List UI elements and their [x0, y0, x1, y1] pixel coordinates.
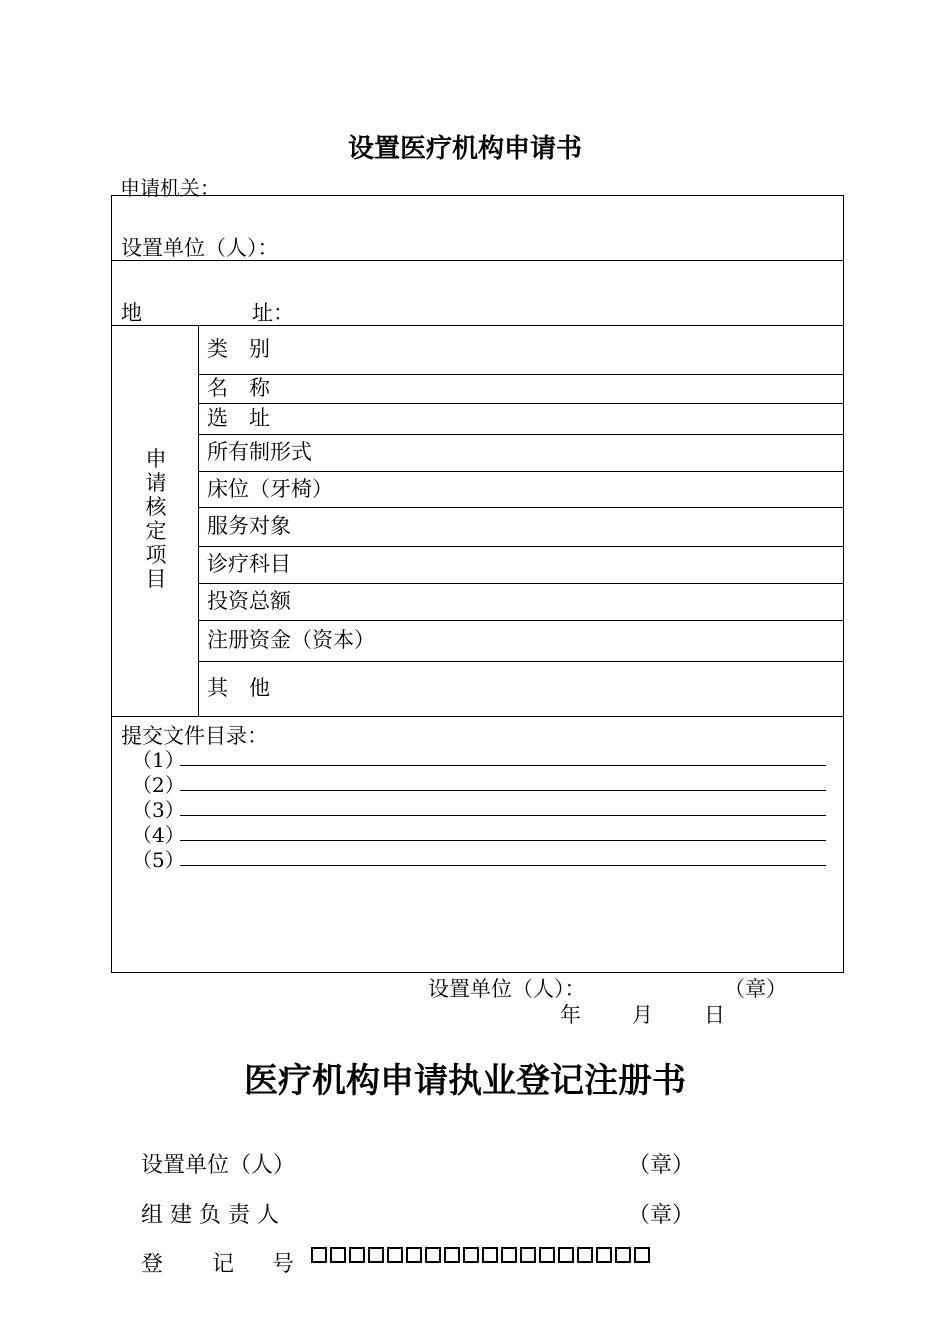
- file-entry-line: [180, 865, 826, 866]
- registration-number-box: [368, 1247, 384, 1263]
- row-divider: [112, 716, 843, 717]
- column-divider: [198, 325, 199, 716]
- registration-number-box: [463, 1247, 479, 1263]
- item-departments: 诊疗科目: [207, 552, 291, 576]
- row-divider: [112, 325, 843, 326]
- file-number: （3）: [132, 798, 185, 822]
- registration-number-box: [349, 1247, 365, 1263]
- item-divider: [198, 434, 843, 435]
- item-divider: [198, 546, 843, 547]
- signature-month: 月: [632, 1003, 653, 1027]
- file-number: （1）: [132, 748, 185, 772]
- registration-number-box: [444, 1247, 460, 1263]
- registration-number-label-1: 登: [141, 1252, 164, 1277]
- registration-number-box: [425, 1247, 441, 1263]
- registration-leader-seal: （章）: [628, 1203, 695, 1228]
- item-beds: 床位（牙椅）: [207, 477, 333, 501]
- signature-unit-label: 设置单位（人）：: [428, 977, 586, 1001]
- file-entry-line: [180, 840, 826, 841]
- row-divider: [112, 260, 843, 261]
- unit-label: 设置单位（人）：: [121, 236, 279, 260]
- file-number: （4）: [132, 823, 185, 847]
- file-entry-line: [180, 765, 826, 766]
- signature-year: 年: [560, 1003, 581, 1027]
- registration-number-box: [634, 1247, 650, 1263]
- item-divider: [198, 471, 843, 472]
- authority-label: 申请机关：: [120, 176, 220, 200]
- registration-number-boxes: [311, 1247, 650, 1263]
- signature-day: 日: [704, 1003, 725, 1027]
- file-number: （5）: [132, 848, 185, 872]
- item-registered-capital: 注册资金（资本）: [207, 628, 375, 652]
- registration-number-box: [520, 1247, 536, 1263]
- files-title: 提交文件目录：: [121, 724, 268, 748]
- registration-number-box: [387, 1247, 403, 1263]
- file-number: （2）: [132, 773, 185, 797]
- application-title: 设置医疗机构申请书: [347, 134, 582, 164]
- item-category: 类 别: [207, 337, 270, 361]
- item-divider: [198, 620, 843, 621]
- registration-number-label-3: 号: [272, 1252, 295, 1277]
- registration-leader-label: 组 建 负 责 人: [141, 1203, 279, 1228]
- registration-number-label-2: 记: [212, 1252, 235, 1277]
- review-items-section-label: 申 请 核 定 项 目: [145, 447, 167, 591]
- item-divider: [198, 374, 843, 375]
- file-entry-line: [180, 815, 826, 816]
- address-label-end: 址：: [252, 301, 294, 325]
- item-other: 其 他: [207, 676, 270, 700]
- registration-number-box: [596, 1247, 612, 1263]
- registration-number-box: [615, 1247, 631, 1263]
- registration-unit-label: 设置单位（人）: [141, 1153, 296, 1178]
- item-investment: 投资总额: [207, 589, 291, 613]
- registration-number-box: [482, 1247, 498, 1263]
- item-service-target: 服务对象: [207, 514, 291, 538]
- registration-unit-seal: （章）: [628, 1153, 695, 1178]
- registration-number-box: [539, 1247, 555, 1263]
- item-divider: [198, 507, 843, 508]
- registration-number-box: [558, 1247, 574, 1263]
- item-location: 选 址: [207, 406, 270, 430]
- registration-number-box: [501, 1247, 517, 1263]
- item-divider: [198, 661, 843, 662]
- item-name: 名 称: [207, 376, 270, 400]
- file-entry-line: [180, 790, 826, 791]
- address-label-start: 地: [121, 301, 142, 325]
- item-divider: [198, 403, 843, 404]
- item-ownership: 所有制形式: [207, 440, 312, 464]
- registration-number-box: [406, 1247, 422, 1263]
- registration-title: 医疗机构申请执业登记注册书: [244, 1061, 686, 1101]
- registration-number-box: [330, 1247, 346, 1263]
- registration-number-box: [577, 1247, 593, 1263]
- registration-number-box: [311, 1247, 327, 1263]
- item-divider: [198, 583, 843, 584]
- application-form-table: [111, 195, 844, 973]
- signature-seal: （章）: [724, 977, 787, 1001]
